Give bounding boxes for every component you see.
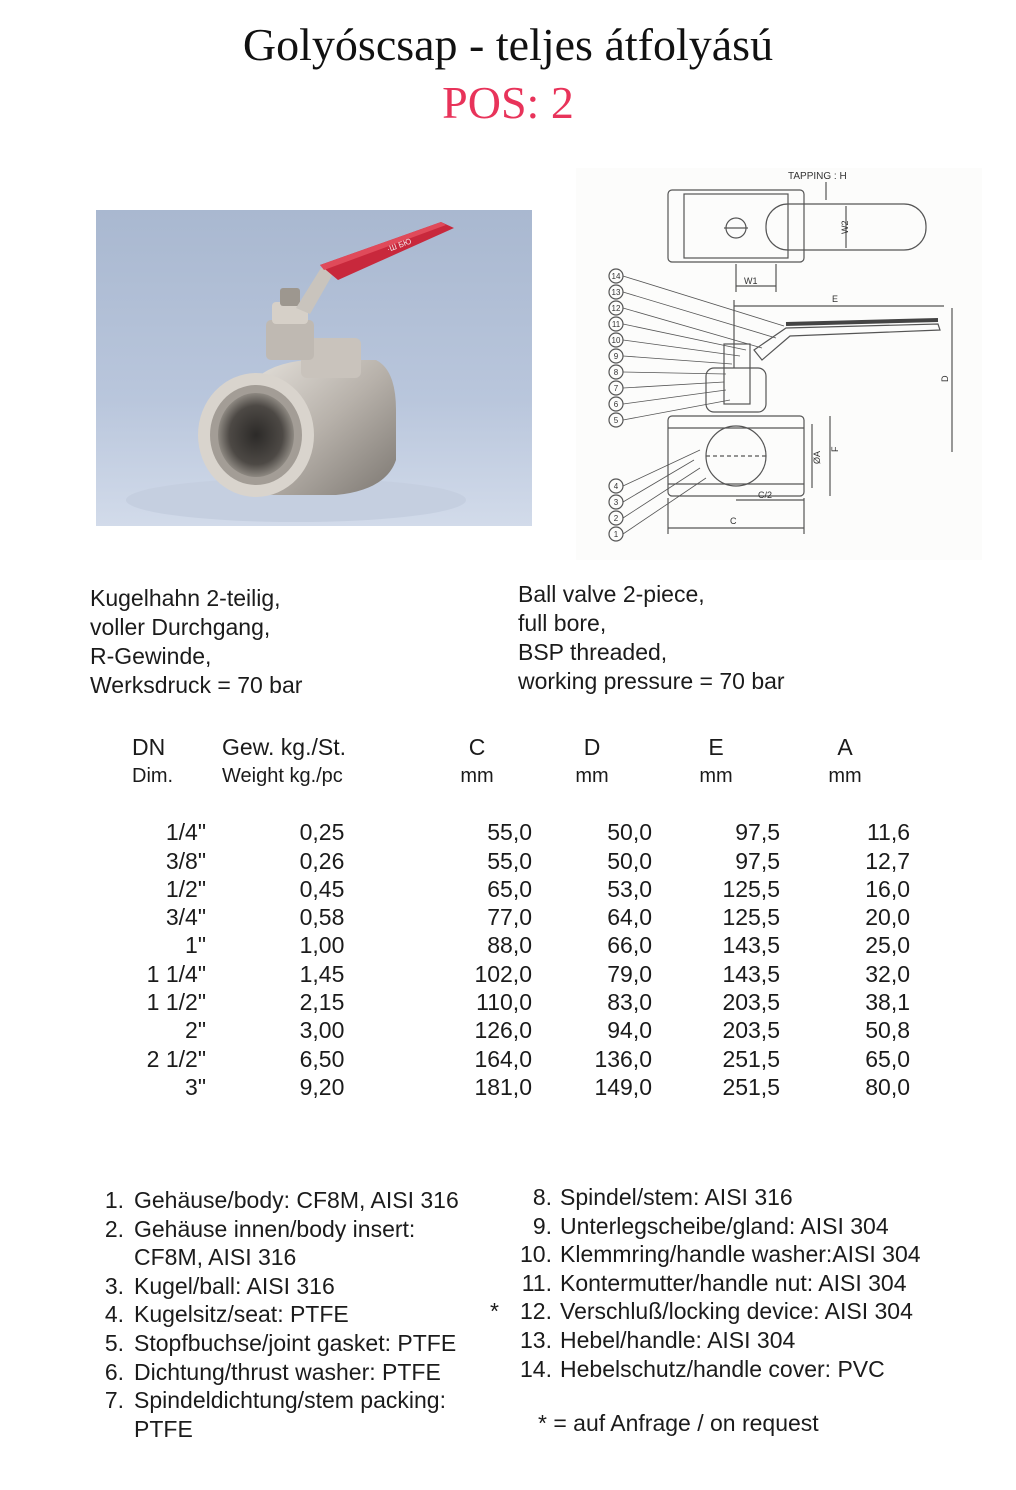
- table-cell: 65,0: [487, 875, 532, 902]
- table-cell: 65,0: [865, 1045, 910, 1072]
- table-cell: 25,0: [865, 932, 910, 959]
- table-cell: 55,0: [487, 819, 532, 846]
- table-cell: 6,50: [299, 1045, 345, 1072]
- desc-line: working pressure = 70 bar: [518, 668, 785, 694]
- material-number: 6.: [104, 1358, 124, 1385]
- desc-line: R-Gewinde,: [90, 643, 212, 669]
- material-number: 14.: [520, 1355, 552, 1382]
- table-row: [116, 1073, 910, 1101]
- table-cell: 79,0: [607, 960, 652, 987]
- material-number: 1.: [104, 1187, 124, 1213]
- table-cell: 97,5: [735, 847, 780, 874]
- table-row: [116, 1016, 910, 1044]
- material-item: [512, 1240, 921, 1269]
- material-text: Spindel/stem: AISI 316: [560, 1184, 793, 1210]
- part-number: 5: [613, 416, 619, 425]
- material-number: 12.: [520, 1298, 552, 1325]
- part-number: 9: [613, 352, 619, 361]
- table-cell: 3/8": [165, 847, 206, 874]
- table-cell: 50,0: [607, 847, 652, 874]
- material-item: [94, 1243, 459, 1272]
- col-header-weight: Gew. kg./St. Weight kg./pc: [222, 734, 346, 787]
- dim-c: C: [730, 516, 737, 526]
- table-cell: 136,0: [594, 1045, 652, 1072]
- table-cell: 125,5: [722, 904, 780, 931]
- table-cell: 149,0: [594, 1073, 652, 1100]
- table-cell: 0,25: [299, 819, 345, 846]
- table-cell: 1": [185, 932, 206, 959]
- material-text: Kugel/ball: AISI 316: [134, 1272, 335, 1299]
- table-cell: 2": [185, 1017, 206, 1044]
- table-cell: 125,5: [722, 875, 780, 902]
- table-cell: 94,0: [607, 1017, 652, 1044]
- table-cell: 11,6: [866, 819, 910, 846]
- material-item: [94, 1329, 459, 1358]
- table-cell: 143,5: [722, 932, 780, 959]
- table-cell: 12,7: [865, 847, 910, 874]
- material-number: 3.: [104, 1272, 124, 1299]
- material-number: 9.: [532, 1212, 552, 1239]
- dim-e: E: [832, 294, 839, 304]
- table-cell: 181,0: [474, 1073, 532, 1100]
- table-cell: 251,5: [722, 1045, 780, 1072]
- material-text: Spindeldichtung/stem packing:: [134, 1387, 446, 1414]
- technical-drawing: [576, 168, 982, 560]
- desc-line: Kugelhahn 2-teilig,: [90, 585, 281, 611]
- material-item: [94, 1386, 459, 1415]
- asterisk-marker: *: [490, 1298, 499, 1325]
- table-cell: 97,5: [735, 819, 780, 846]
- table-cell: 77,0: [487, 904, 532, 931]
- table-cell: 32,0: [865, 960, 910, 987]
- col-header-a: A mm: [828, 734, 862, 787]
- table-cell: 2 1/2": [146, 1045, 206, 1072]
- table-cell: 83,0: [607, 989, 652, 1016]
- table-cell: 20,0: [865, 904, 910, 931]
- material-text: Hebelschutz/handle cover: PVC: [560, 1355, 885, 1382]
- table-cell: 1 1/2": [146, 989, 206, 1016]
- col-header-dn: DN Dim.: [132, 734, 174, 787]
- materials-list-right: [490, 1183, 921, 1383]
- table-row: [116, 875, 910, 903]
- material-text: Dichtung/thrust washer: PTFE: [134, 1358, 441, 1385]
- table-cell: 203,5: [722, 989, 780, 1016]
- material-item: [94, 1358, 459, 1387]
- material-item: [94, 1415, 459, 1444]
- table-cell: 64,0: [607, 904, 652, 931]
- table-cell: 110,0: [476, 989, 532, 1016]
- table-row: [116, 847, 910, 875]
- material-number: 10.: [520, 1241, 552, 1268]
- material-item: [94, 1215, 459, 1244]
- table-cell: 164,0: [474, 1045, 532, 1072]
- table-cell: 53,0: [607, 875, 652, 902]
- table-row: [116, 988, 910, 1016]
- dim-w2: W2: [840, 220, 850, 234]
- table-cell: 88,0: [487, 932, 532, 959]
- table-cell: 3": [185, 1073, 206, 1100]
- part-number: 10: [611, 336, 621, 345]
- material-item: [94, 1300, 459, 1329]
- table-cell: 38,1: [865, 989, 910, 1016]
- table-cell: 1/2": [165, 875, 206, 902]
- part-number: 8: [613, 368, 619, 377]
- dim-f: F: [830, 446, 840, 452]
- dimensions-table: [116, 732, 910, 1101]
- material-text: Stopfbuchse/joint gasket: PTFE: [134, 1329, 457, 1356]
- material-text: PTFE: [134, 1415, 193, 1442]
- desc-line: voller Durchgang,: [90, 614, 271, 640]
- tapping-label: TAPPING : H: [788, 171, 847, 182]
- part-number: 4: [613, 482, 619, 491]
- material-text: Hebel/handle: AISI 304: [560, 1326, 796, 1353]
- material-item: [94, 1186, 459, 1215]
- material-number: 2.: [104, 1215, 124, 1242]
- dim-a: ØA: [812, 450, 822, 464]
- table-row: [116, 1045, 910, 1073]
- table-header-row: [116, 732, 910, 790]
- material-text: Gehäuse/body: CF8M, AISI 316: [134, 1187, 459, 1213]
- table-cell: 50,8: [865, 1017, 910, 1044]
- material-text: Gehäuse innen/body insert:: [134, 1215, 416, 1242]
- part-number: 11: [611, 320, 621, 329]
- table-row: [116, 960, 910, 988]
- dim-w1: W1: [744, 276, 758, 286]
- material-text: Klemmring/handle washer:AISI 304: [560, 1241, 921, 1268]
- table-row: [116, 931, 910, 959]
- material-number: 5.: [104, 1329, 124, 1356]
- table-cell: 1 1/4": [146, 960, 206, 987]
- table-cell: 1/4": [165, 819, 206, 846]
- desc-line: BSP threaded,: [518, 639, 668, 665]
- table-cell: 1,00: [299, 932, 345, 959]
- material-text: CF8M, AISI 316: [134, 1244, 297, 1271]
- materials-list-left: [94, 1186, 459, 1443]
- part-number: 14: [611, 272, 621, 281]
- table-cell: 102,0: [474, 960, 532, 987]
- part-number: 1: [613, 530, 619, 539]
- material-number: 7.: [104, 1387, 124, 1414]
- table-cell: 9,20: [299, 1073, 345, 1100]
- table-cell: 0,58: [299, 904, 345, 931]
- material-text: Verschluß/locking device: AISI 304: [560, 1298, 913, 1325]
- desc-line: full bore,: [518, 610, 607, 636]
- page-subtitle: POS: 2: [442, 77, 574, 128]
- part-number: 7: [613, 384, 619, 393]
- part-number: 13: [611, 288, 621, 297]
- table-cell: 3,00: [299, 1017, 345, 1044]
- table-cell: 2,15: [299, 989, 345, 1016]
- svg-text:·Ш БЮ: ·Ш БЮ: [385, 236, 413, 254]
- page-title: Golyóscsap - teljes átfolyású: [242, 19, 774, 70]
- material-number: 4.: [104, 1301, 124, 1328]
- table-cell: 203,5: [722, 1017, 780, 1044]
- table-cell: 251,5: [722, 1073, 780, 1100]
- col-header-e: E mm: [699, 734, 733, 787]
- table-cell: 1,45: [299, 960, 345, 987]
- table-cell: 50,0: [607, 819, 652, 846]
- description-german: [90, 584, 302, 700]
- table-cell: 0,45: [299, 875, 345, 902]
- material-item: [512, 1355, 921, 1384]
- table-cell: 66,0: [607, 932, 652, 959]
- material-text: Kugelsitz/seat: PTFE: [134, 1301, 349, 1328]
- material-item: [512, 1183, 921, 1212]
- table-cell: 3/4": [165, 904, 206, 931]
- material-text: Unterlegscheibe/gland: AISI 304: [560, 1212, 889, 1239]
- material-item: [512, 1212, 921, 1241]
- material-item: [490, 1297, 921, 1326]
- part-number: 12: [611, 304, 621, 313]
- col-header-d: D mm: [575, 734, 609, 787]
- part-number: 6: [613, 400, 619, 409]
- material-number: 11.: [521, 1269, 552, 1296]
- desc-line: Ball valve 2-piece,: [518, 581, 705, 607]
- material-item: [512, 1326, 921, 1355]
- table-cell: 0,26: [299, 847, 345, 874]
- part-number: 3: [613, 498, 619, 507]
- product-photo: [96, 210, 532, 526]
- table-cell: 55,0: [487, 847, 532, 874]
- table-cell: 80,0: [865, 1073, 910, 1100]
- on-request-note: * = auf Anfrage / on request: [538, 1410, 819, 1436]
- material-number: 13.: [520, 1326, 552, 1353]
- col-header-c: C mm: [460, 734, 494, 787]
- material-number: 8.: [532, 1184, 552, 1210]
- material-text: Kontermutter/handle nut: AISI 304: [560, 1269, 907, 1296]
- table-cell: 16,0: [865, 875, 910, 902]
- table-cell: 143,5: [722, 960, 780, 987]
- dim-d: D: [940, 375, 950, 382]
- table-cell: 126,0: [474, 1017, 532, 1044]
- table-row: [116, 818, 910, 846]
- desc-line: Werksdruck = 70 bar: [90, 672, 303, 698]
- material-item: [94, 1272, 459, 1301]
- table-row: [116, 903, 910, 931]
- part-number: 2: [613, 514, 619, 523]
- dim-c2: C/2: [758, 490, 773, 500]
- description-english: [518, 580, 785, 696]
- material-item: [512, 1269, 921, 1298]
